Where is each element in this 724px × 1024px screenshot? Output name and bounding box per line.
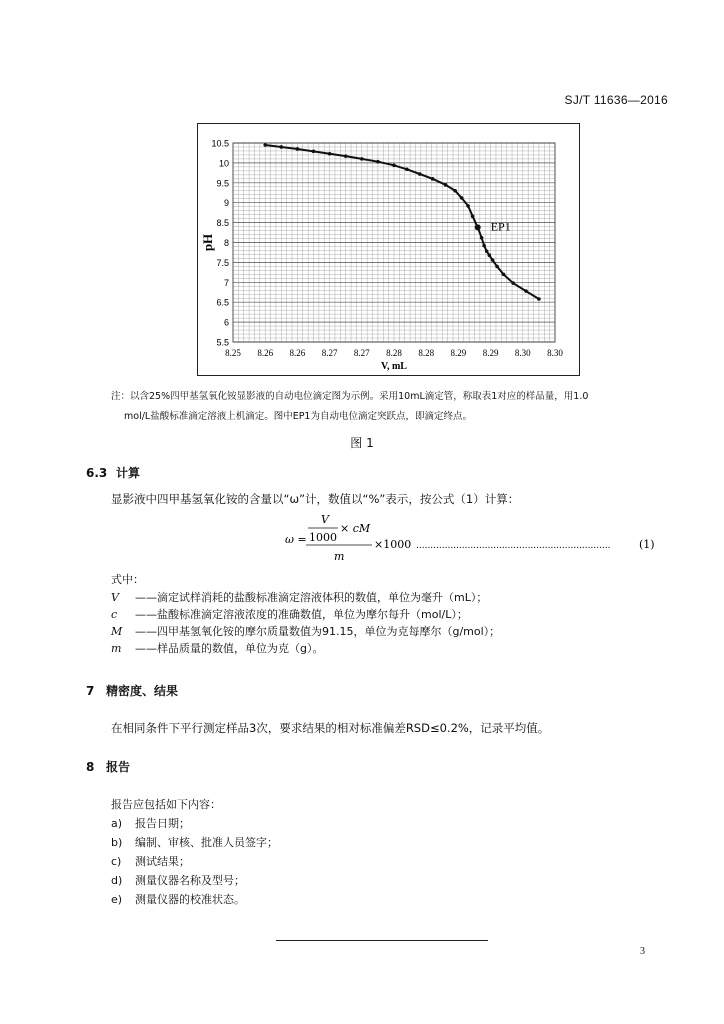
list-label: c) [111,855,122,868]
list-label: e) [111,893,123,906]
figure-caption: 图 1 [350,436,374,450]
y-tick-label: 6.5 [216,297,229,308]
page-number: 3 [640,946,645,957]
list-text: 报告日期； [135,817,190,830]
list-label: a) [111,817,123,830]
data-point [418,172,422,176]
formula-inner-numerator: V [321,513,329,526]
section-title: 计算 [116,466,141,480]
section-8-intro: 报告应包括如下内容： [111,798,221,811]
y-tick-label: 10.5 [211,138,229,149]
formula-leader-dots: .................................................................... [416,541,611,551]
section-title: 报告 [106,760,131,774]
figure-note-line-1: 注：以含25%四甲基氢氧化铵显影液的自动电位滴定图为示例。采用10mL滴定管，称取表1对应的样品量，用1.0 [111,391,589,402]
list-item [111,891,278,910]
x-axis-label: V, mL [381,361,407,372]
data-point [485,249,489,253]
data-point [466,204,470,208]
where-symbol: V [111,591,119,604]
formula-1 [280,510,660,565]
x-tick-label: 8.26 [257,348,274,358]
data-point [502,273,506,277]
report-items-list [111,815,278,910]
data-point [312,150,316,154]
y-tick-label: 9.5 [216,178,229,189]
data-point [431,177,435,181]
x-tick-label: 8.30 [547,348,563,358]
figure-note [111,387,631,427]
where-label: 式中： [111,573,144,586]
y-tick-label: 10 [218,158,229,169]
list-label: d) [111,874,123,887]
x-tick-label: 8.29 [450,348,467,358]
formula-lhs: ω = [285,533,307,546]
data-point [480,236,484,240]
standard-code: SJ/T 11636—2016 [564,93,668,107]
data-point [392,163,396,167]
y-axis-label: pH [200,233,215,252]
data-point [460,196,464,200]
formula-tail: ×1000 [374,538,412,551]
x-tick-label: 8.27 [321,348,338,358]
where-item-v [111,589,500,606]
y-tick-label: 8.5 [216,218,229,229]
data-point [511,281,515,285]
where-item-m-molar [111,623,500,640]
y-tick-label: 7 [223,277,229,288]
y-tick-label: 8 [223,238,229,248]
where-text: ——四甲基氢氧化铵的摩尔质量数值为91.15，单位为克每摩尔（g/mol）； [135,625,501,638]
data-point [495,265,499,269]
x-tick-label: 8.26 [289,348,306,358]
footer-rule [276,940,488,941]
data-point [491,258,495,262]
formula-inner-denominator: 1000 [309,531,337,544]
y-tick-label: 5.5 [216,337,229,348]
x-tick-label: 8.30 [514,348,531,358]
formula-outer-denominator: m [334,550,345,563]
where-symbol: c [111,608,118,621]
data-point [482,244,486,248]
section-8-heading [86,758,130,775]
data-point [328,152,332,156]
data-point [280,145,284,149]
list-item [111,815,278,834]
endpoint-marker [475,224,481,230]
where-item-m-mass [111,640,500,657]
titration-chart [197,123,580,376]
section-number: 6.3 [86,466,108,480]
data-point [537,297,541,301]
data-point [453,189,457,193]
where-symbol: M [111,625,123,638]
where-symbol: m [111,642,122,655]
data-point [444,183,448,187]
data-point [360,157,364,161]
formula-equation-number: (1) [639,538,655,551]
list-text: 测试结果； [135,855,190,868]
data-point [471,214,475,218]
x-tick-label: 8.27 [353,348,370,358]
list-text: 测量仪器的校准状态。 [135,893,245,906]
figure-note-line-2: mol/L盐酸标准滴定溶液上机滴定。图中EP1为自动电位滴定突跃点，即滴定终点。 [124,411,472,422]
section-6-3-heading [86,464,140,481]
y-tick-label: 7.5 [216,257,229,268]
formula-inner-tail: × cM [340,522,371,535]
where-text: ——盐酸标准滴定溶液浓度的准确数值，单位为摩尔每升（mol/L）； [135,608,468,621]
x-tick-label: 8.28 [386,348,402,358]
list-text: 编制、审核、批准人员签字； [135,836,278,849]
data-point [344,154,348,158]
data-point [488,253,492,257]
data-point [524,289,528,293]
data-point [296,147,300,151]
section-7-heading [86,682,178,699]
y-tick-label: 6 [223,317,229,328]
data-point [263,143,267,147]
section-number: 7 [86,684,95,698]
x-tick-label: 8.29 [482,348,499,358]
list-label: b) [111,836,123,849]
list-item [111,834,278,853]
list-item [111,853,278,872]
x-tick-label: 8.28 [418,348,435,358]
x-tick-label: 8.25 [225,348,241,358]
endpoint-label: EP1 [490,219,511,234]
section-7-text: 在相同条件下平行测定样品3次，要求结果的相对标准偏差RSD≤0.2%，记录平均值。 [111,721,550,735]
list-text: 测量仪器名称及型号； [135,874,245,887]
where-list [111,589,500,657]
list-item [111,872,278,891]
where-item-c [111,606,500,623]
where-text: ——样品质量的数值，单位为克（g）。 [135,642,324,655]
section-title: 精密度、结果 [106,684,179,698]
y-tick-label: 9 [223,198,229,209]
section-number: 8 [86,760,95,774]
data-point [405,167,409,171]
data-point [376,160,380,164]
section-6-3-intro: 显影液中四甲基氢氧化铵的含量以“ω”计，数值以“%”表示，按公式（1）计算： [111,492,520,506]
where-text: ——滴定试样消耗的盐酸标准滴定溶液体积的数值，单位为毫升（mL）； [135,591,488,604]
